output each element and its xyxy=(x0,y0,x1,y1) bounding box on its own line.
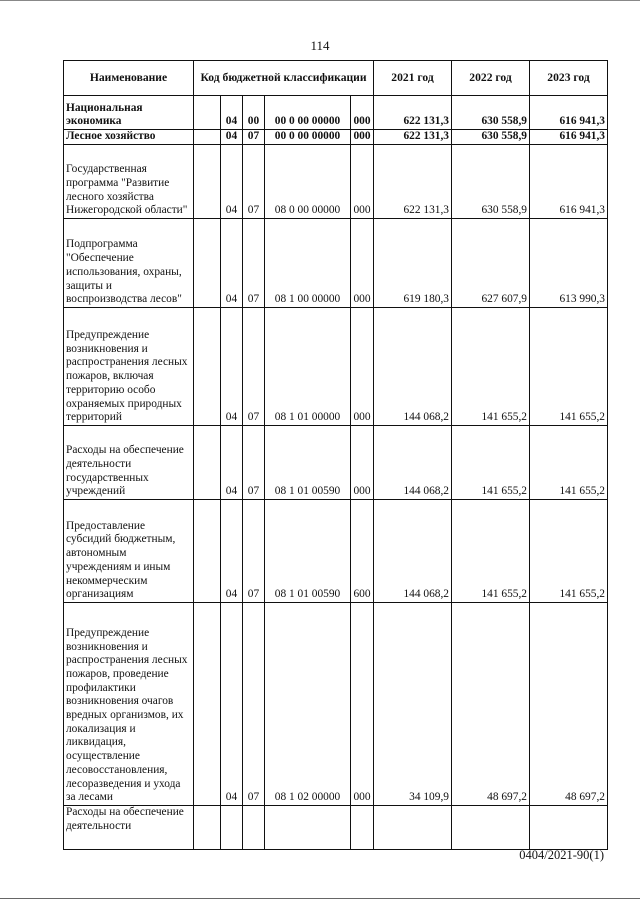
budget-table xyxy=(63,60,608,850)
value-2022 xyxy=(452,806,530,850)
table-row xyxy=(64,96,608,130)
row-name: Лесное хозяйство xyxy=(64,130,194,145)
value-2021 xyxy=(374,806,452,850)
value-2022: 48 697,2 xyxy=(452,603,530,806)
scan-edge-bottom xyxy=(0,898,640,899)
section-code xyxy=(221,806,243,850)
value-2023: 616 941,3 xyxy=(530,145,608,219)
subsection-code: 07 xyxy=(243,145,265,219)
table-row xyxy=(64,426,608,500)
table-row xyxy=(64,500,608,603)
value-2023: 141 655,2 xyxy=(530,500,608,603)
section-code: 04 xyxy=(221,130,243,145)
value-2023 xyxy=(530,806,608,850)
value-2021: 144 068,2 xyxy=(374,426,452,500)
row-name: Подпрограмма "Обеспечение использования, охраны, защиты и воспроизводства лесов" xyxy=(64,219,194,308)
subsection-code: 07 xyxy=(243,130,265,145)
expense-type xyxy=(351,806,374,850)
table-row xyxy=(64,308,608,426)
header-2022: 2022 год xyxy=(452,61,530,96)
section-code: 04 xyxy=(221,603,243,806)
row-name: Предупреждение возникновения и распространения лесных пожаров, включая территорию особо охраняемых природных территорий xyxy=(64,308,194,426)
section-code: 04 xyxy=(221,308,243,426)
subsection-code: 07 xyxy=(243,426,265,500)
value-2021: 622 131,3 xyxy=(374,130,452,145)
value-2022: 141 655,2 xyxy=(452,500,530,603)
target-article: 08 1 02 00000 xyxy=(265,603,351,806)
header-2021: 2021 год xyxy=(374,61,452,96)
value-2022: 630 558,9 xyxy=(452,145,530,219)
page-number: 114 xyxy=(310,38,330,53)
expense-type: 000 xyxy=(351,308,374,426)
value-2021: 34 109,9 xyxy=(374,603,452,806)
value-2023: 616 941,3 xyxy=(530,96,608,130)
target-article: 08 1 01 00590 xyxy=(265,500,351,603)
row-name: Государственная программа "Развитие лесного хозяйства Нижегородской области" xyxy=(64,145,194,219)
expense-type: 000 xyxy=(351,130,374,145)
value-2021: 144 068,2 xyxy=(374,308,452,426)
subsection-code xyxy=(243,806,265,850)
value-2023: 141 655,2 xyxy=(530,308,608,426)
target-article: 08 0 00 00000 xyxy=(265,145,351,219)
section-code: 04 xyxy=(221,145,243,219)
value-2022: 630 558,9 xyxy=(452,130,530,145)
subsection-code: 07 xyxy=(243,500,265,603)
row-name: Предупреждение возникновения и распространения лесных пожаров, проведение профилактики возникновения очагов вредных организмов, их локализация и ликвидация, осуществление лесовосстановления, лесоразведения и ухода за лесами xyxy=(64,603,194,806)
row-name: Национальная экономика xyxy=(64,96,194,130)
scan-edge-top xyxy=(0,0,640,1)
target-article: 08 1 01 00590 xyxy=(265,426,351,500)
subsection-code: 07 xyxy=(243,219,265,308)
expense-type: 600 xyxy=(351,500,374,603)
header-row xyxy=(64,61,608,96)
subsection-code: 07 xyxy=(243,603,265,806)
value-2021: 622 131,3 xyxy=(374,145,452,219)
expense-type: 000 xyxy=(351,426,374,500)
row-name: Расходы на обеспечение деятельности государственных учреждений xyxy=(64,426,194,500)
section-code: 04 xyxy=(221,96,243,130)
expense-type: 000 xyxy=(351,219,374,308)
value-2022: 141 655,2 xyxy=(452,426,530,500)
expense-type: 000 xyxy=(351,603,374,806)
header-2023: 2023 год xyxy=(530,61,608,96)
target-article xyxy=(265,806,351,850)
section-code: 04 xyxy=(221,219,243,308)
value-2022: 627 607,9 xyxy=(452,219,530,308)
header-name: Наименование xyxy=(64,61,194,96)
table-row xyxy=(64,806,608,850)
section-code: 04 xyxy=(221,426,243,500)
table-row xyxy=(64,145,608,219)
row-name: Предоставление субсидий бюджетным, автономным учреждениям и иным некоммерческим организациям xyxy=(64,500,194,603)
table-row xyxy=(64,219,608,308)
value-2023: 613 990,3 xyxy=(530,219,608,308)
value-2023: 48 697,2 xyxy=(530,603,608,806)
table-row xyxy=(64,130,608,145)
expense-type: 000 xyxy=(351,96,374,130)
value-2021: 144 068,2 xyxy=(374,500,452,603)
target-article: 08 1 00 00000 xyxy=(265,219,351,308)
header-code: Код бюджетной классификации xyxy=(194,61,374,96)
document-number: 0404/2021-90(1) xyxy=(519,848,604,862)
value-2021: 619 180,3 xyxy=(374,219,452,308)
value-2023: 141 655,2 xyxy=(530,426,608,500)
subsection-code: 00 xyxy=(243,96,265,130)
value-2022: 630 558,9 xyxy=(452,96,530,130)
value-2021: 622 131,3 xyxy=(374,96,452,130)
target-article: 08 1 01 00000 xyxy=(265,308,351,426)
value-2022: 141 655,2 xyxy=(452,308,530,426)
target-article: 00 0 00 00000 xyxy=(265,96,351,130)
section-code: 04 xyxy=(221,500,243,603)
subsection-code: 07 xyxy=(243,308,265,426)
target-article: 00 0 00 00000 xyxy=(265,130,351,145)
value-2023: 616 941,3 xyxy=(530,130,608,145)
expense-type: 000 xyxy=(351,145,374,219)
table-row xyxy=(64,603,608,806)
row-name: Расходы на обеспечение деятельности xyxy=(64,806,194,850)
